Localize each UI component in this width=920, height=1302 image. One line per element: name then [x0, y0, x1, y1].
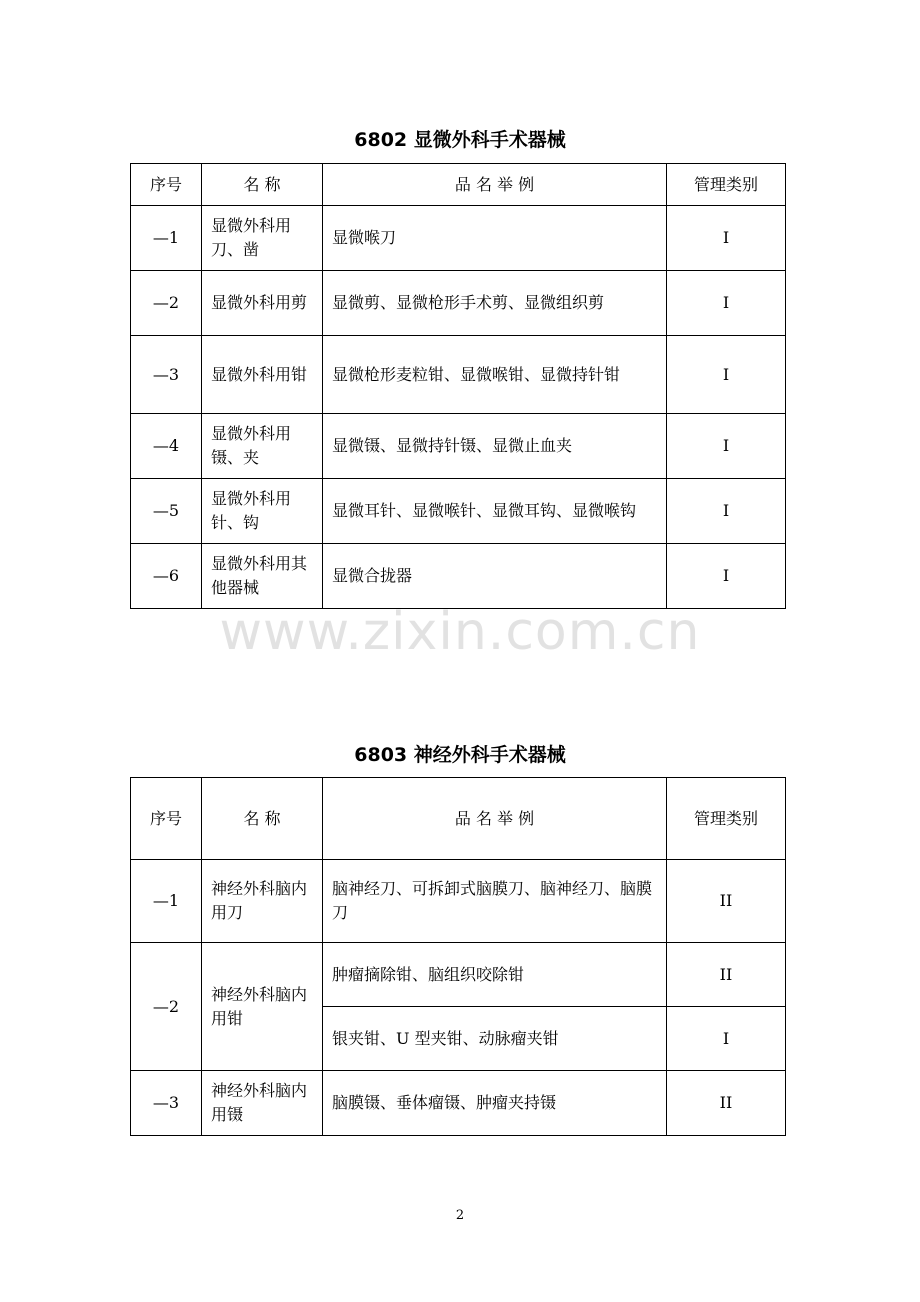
row-class: I: [667, 271, 786, 336]
row-class: I: [667, 544, 786, 609]
header-examples: 品 名 举 例: [323, 778, 667, 860]
row-examples: 显微镊、显微持针镊、显微止血夹: [323, 414, 667, 479]
row-examples: 显微耳针、显微喉针、显微耳钩、显微喉钩: [323, 479, 667, 544]
header-name: 名 称: [202, 164, 323, 206]
row-examples: 银夹钳、U 型夹钳、动脉瘤夹钳: [323, 1007, 667, 1071]
row-examples: 显微枪形麦粒钳、显微喉钳、显微持针钳: [323, 336, 667, 414]
row-name: 神经外科脑内用钳: [202, 943, 323, 1071]
row-class: I: [667, 336, 786, 414]
row-class: II: [667, 943, 786, 1007]
row-examples: 肿瘤摘除钳、脑组织咬除钳: [323, 943, 667, 1007]
row-name: 显微外科用镊、夹: [202, 414, 323, 479]
table-header-row: [131, 778, 786, 860]
row-name: 显微外科用其他器械: [202, 544, 323, 609]
table-row: [131, 1071, 786, 1136]
row-name: 显微外科用钳: [202, 336, 323, 414]
header-no: 序号: [131, 164, 202, 206]
row-examples: 显微合拢器: [323, 544, 667, 609]
row-examples: 脑膜镊、垂体瘤镊、肿瘤夹持镊: [323, 1071, 667, 1136]
page-number: 2: [455, 1208, 465, 1223]
header-no: 序号: [131, 778, 202, 860]
header-examples: 品 名 举 例: [323, 164, 667, 206]
section-title-6803: 6803 神经外科手术器械: [354, 744, 566, 766]
table-row: [131, 860, 786, 943]
row-no: —3: [131, 336, 202, 414]
watermark: www.zixin.com.cn: [219, 602, 701, 662]
table-row: [131, 479, 786, 544]
row-no: —4: [131, 414, 202, 479]
row-class: I: [667, 1007, 786, 1071]
table-header-row: [131, 164, 786, 206]
header-class: 管理类别: [667, 778, 786, 860]
row-no: —1: [131, 206, 202, 271]
table-row: [131, 943, 786, 1007]
row-class: I: [667, 479, 786, 544]
table-6802: [130, 163, 786, 609]
row-no: —1: [131, 860, 202, 943]
row-no: —2: [131, 271, 202, 336]
row-no: —2: [131, 943, 202, 1071]
section-title-6802: 6802 显微外科手术器械: [354, 129, 566, 151]
table-row: [131, 206, 786, 271]
table-row: [131, 336, 786, 414]
row-name: 显微外科用剪: [202, 271, 323, 336]
row-examples: 显微喉刀: [323, 206, 667, 271]
header-class: 管理类别: [667, 164, 786, 206]
row-class: I: [667, 206, 786, 271]
row-no: —3: [131, 1071, 202, 1136]
row-class: II: [667, 860, 786, 943]
row-name: 显微外科用刀、凿: [202, 206, 323, 271]
row-class: I: [667, 414, 786, 479]
table-row: [131, 414, 786, 479]
row-name: 显微外科用针、钩: [202, 479, 323, 544]
row-name: 神经外科脑内用镊: [202, 1071, 323, 1136]
row-examples: 脑神经刀、可拆卸式脑膜刀、脑神经刀、脑膜刀: [323, 860, 667, 943]
row-no: —5: [131, 479, 202, 544]
table-row: [131, 271, 786, 336]
row-no: —6: [131, 544, 202, 609]
header-name: 名 称: [202, 778, 323, 860]
table-6803: [130, 777, 786, 1136]
row-class: II: [667, 1071, 786, 1136]
row-examples: 显微剪、显微枪形手术剪、显微组织剪: [323, 271, 667, 336]
row-name: 神经外科脑内用刀: [202, 860, 323, 943]
table-row: [131, 544, 786, 609]
